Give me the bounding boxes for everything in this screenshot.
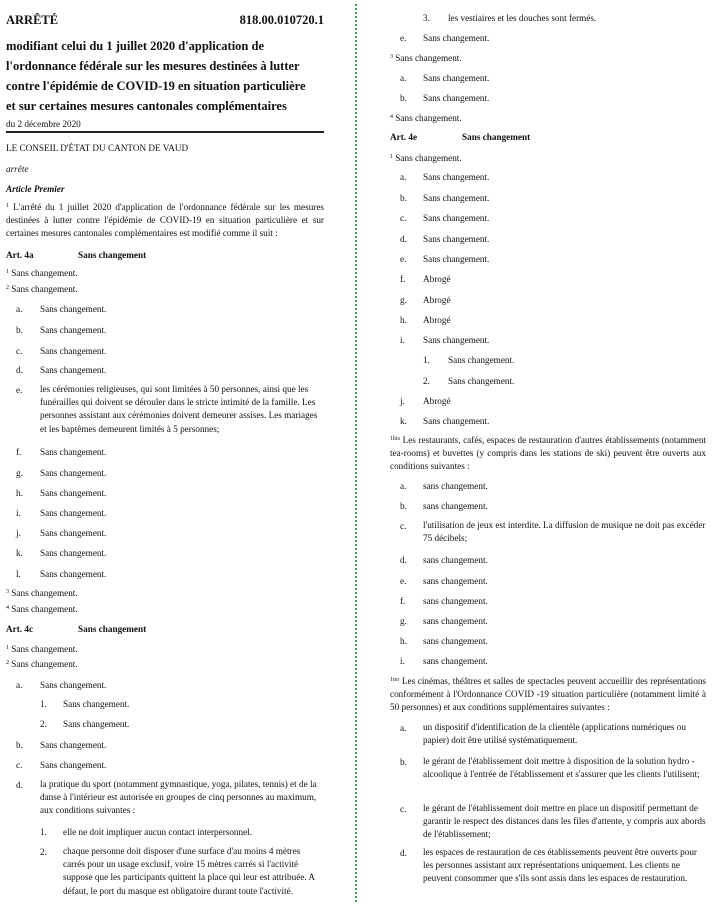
art-4a-al1 [6, 267, 78, 280]
paragraph-text: Sans changement. [395, 53, 462, 63]
sub-number: 1. [423, 355, 430, 365]
document-date: du 2 décembre 2020 [6, 119, 81, 129]
list-letter: b. [16, 740, 23, 750]
list-letter: g. [400, 616, 407, 626]
list-item: Abrogé [423, 396, 451, 406]
decree-word: arrête [6, 164, 29, 174]
list-letter: c. [400, 521, 407, 531]
art-4a-status: Sans changement [78, 250, 147, 260]
list-letter: f. [400, 274, 406, 284]
paragraph-text: Sans changement. [11, 604, 78, 614]
list-item: Sans changement. [40, 569, 107, 579]
art-4a-al2 [6, 283, 78, 296]
list-item: Abrogé [423, 315, 451, 325]
list-item: Sans changement. [40, 304, 107, 314]
list-item: la pratique du sport (notamment gymnastique, yoga, pilates, tennis) et de la danse à l'intérieur est autorisée en groupes de cinq personnes au maximum, aux conditions suivantes : [40, 779, 317, 816]
list-item: Sans changement. [40, 680, 107, 690]
list-item: sans changement. [423, 555, 488, 565]
list-item: Sans changement. [423, 254, 490, 264]
paragraph-text: Sans changement. [395, 153, 462, 163]
list-letter: i. [16, 508, 21, 518]
list-letter: a. [16, 304, 23, 314]
list-item: Sans changement. [40, 346, 107, 356]
list-letter: b. [400, 193, 407, 203]
list-item: Sans changement. [40, 548, 107, 558]
list-item: le gérant de l'établissement doit mettre à disposition de la solution hydro - alcoolique à l'entrée de l'établissement et s'assurer que les clients l'utilisent; [423, 756, 700, 780]
list-letter: e. [400, 576, 407, 586]
art-4c-al2 [6, 658, 78, 671]
art-4c-label: Art. 4c [6, 624, 34, 634]
paragraph-sup: 1 [390, 154, 393, 160]
list-item: Sans changement. [40, 365, 107, 375]
document-title [6, 36, 324, 116]
list-letter: a. [16, 680, 23, 690]
header-rule [6, 131, 324, 133]
sub-item: chaque personne doit disposer d'une surface d'au moins 4 mètres carrés pour un usage exclusif, voire 15 mètres carrés si l'activité suppose que les participants quittent la place qui leur est attribuée. A défaut, le port du masque est obligatoire durant toute l'activité. [63, 846, 315, 896]
document-number: 818.00.010720.1 [239, 13, 324, 27]
list-item: Sans changement. [40, 760, 107, 770]
sub-item: Sans changement. [448, 376, 515, 386]
paragraph-sup: 1ter [390, 677, 400, 683]
sub-number: 3. [423, 13, 430, 23]
sub-number: 2. [40, 719, 47, 729]
list-letter: e. [400, 254, 407, 264]
list-letter: k. [16, 548, 23, 558]
paragraph-text: Sans changement. [11, 268, 78, 278]
list-item: l'utilisation de jeux est interdite. La diffusion de musique ne doit pas excéder 75 décibels; [423, 520, 706, 544]
sub-number: 1. [40, 699, 47, 709]
intro-paragraph [6, 201, 324, 241]
paragraph-sup: 1 [6, 269, 9, 275]
art-4e-label: Art. 4e [390, 132, 418, 142]
list-letter: j. [16, 528, 21, 538]
paragraph-sup: 4 [6, 605, 9, 611]
list-letter: a. [400, 172, 407, 182]
document-header [6, 13, 324, 31]
list-letter: f. [16, 447, 22, 457]
list-letter: i. [400, 656, 405, 666]
paragraph-sup: 1 [6, 645, 9, 651]
sub-item: Sans changement. [63, 699, 130, 709]
paragraph-sup: 2 [6, 660, 9, 666]
sub-item: elle ne doit impliquer aucun contact interpersonnel. [63, 827, 253, 837]
art-4a-label: Art. 4a [6, 250, 34, 260]
sub-item: Sans changement. [448, 355, 515, 365]
paragraph-sup: 1bis [390, 436, 401, 442]
column-divider [355, 4, 357, 902]
art-4e-al1ter [390, 675, 706, 715]
list-item: Sans changement. [423, 73, 490, 83]
paragraph-text: Les cinémas, théâtres et salles de spectacles peuvent accueillir des représentations conformément à l'Ordonnance COVID -19 situation particulière (notamment limité à 50 personnes) et aux conditions supplémentaires suivantes : [390, 676, 706, 713]
art-4c-al1 [6, 643, 78, 656]
paragraph-sup: 4 [390, 114, 393, 120]
list-letter: c. [400, 213, 407, 223]
art-4c-status: Sans changement [78, 624, 147, 634]
list-letter: d. [16, 780, 23, 790]
list-letter: a. [400, 73, 407, 83]
council-name: LE CONSEIL D'ÉTAT DU CANTON DE VAUD [6, 143, 189, 153]
list-item: Sans changement. [423, 234, 490, 244]
list-letter: h. [400, 636, 407, 646]
list-letter: h. [400, 315, 407, 325]
list-letter: e. [16, 385, 23, 395]
list-item: Sans changement. [40, 447, 107, 457]
list-letter: c. [400, 804, 407, 814]
art-4e-status: Sans changement [462, 132, 531, 142]
list-item: sans changement. [423, 501, 488, 511]
art-4a-al3 [6, 587, 78, 600]
list-letter: g. [400, 295, 407, 305]
paragraph-text: Sans changement. [11, 588, 78, 598]
list-item: Sans changement. [423, 193, 490, 203]
sub-item: les vestiaires et les douches sont fermés. [448, 13, 597, 23]
list-letter: d. [400, 555, 407, 565]
list-letter: e. [400, 33, 407, 43]
paragraph-text: Sans changement. [11, 284, 78, 294]
list-item: le gérant de l'établissement doit mettre en place un dispositif permettant de garantir le respect des distances dans les files d'attente, y compris aux abords de l'établissement; [423, 803, 706, 840]
list-letter: g. [16, 468, 23, 478]
list-item: sans changement. [423, 656, 488, 666]
list-letter: b. [400, 757, 407, 767]
list-item: Sans changement. [40, 740, 107, 750]
paragraph-text: Les restaurants, cafés, espaces de restauration d'autres établissements (notamment tea-rooms) et buvettes (y compris dans les stations de ski) peuvent être ouverts aux conditions suivantes : [390, 435, 706, 472]
list-item: les cérémonies religieuses, qui sont limitées à 50 personnes, ainsi que les funérailles qui doivent se dérouler dans le stricte intimité de la famille. Les personnes assistant aux cérémonies doivent demeurer assises. Les mariages et les baptêmes demeurent limités à 5 personnes; [40, 384, 318, 434]
list-letter: h. [16, 488, 23, 498]
title-line: modifiant celui du 1 juillet 2020 d'application de [6, 39, 265, 53]
list-letter: i. [400, 335, 405, 345]
list-letter: b. [16, 325, 23, 335]
list-letter: c. [16, 760, 23, 770]
list-item: Sans changement. [40, 488, 107, 498]
list-letter: b. [400, 501, 407, 511]
art-4c-al4 [390, 112, 462, 125]
sub-number: 1. [40, 827, 47, 837]
list-item: Sans changement. [423, 335, 490, 345]
list-item: Sans changement. [423, 172, 490, 182]
list-item: sans changement. [423, 481, 488, 491]
list-letter: c. [16, 346, 23, 356]
title-line: et sur certaines mesures cantonales complémentaires [6, 99, 287, 113]
list-item: sans changement. [423, 616, 488, 626]
sub-number: 2. [423, 376, 430, 386]
sub-item: Sans changement. [63, 719, 130, 729]
article-premier: Article Premier [6, 184, 65, 194]
paragraph-sup: 2 [6, 285, 9, 291]
list-letter: d. [16, 365, 23, 375]
list-letter: f. [400, 596, 406, 606]
paragraph-text: Sans changement. [395, 113, 462, 123]
list-letter: b. [400, 93, 407, 103]
paragraph-text: Sans changement. [11, 644, 78, 654]
list-item: sans changement. [423, 596, 488, 606]
list-item: Sans changement. [423, 33, 490, 43]
list-item: les espaces de restauration de ces établissements peuvent être ouverts pour les personnes assistant aux représentations uniquement. Les clients ne peuvent consommer que s'ils sont assis dans les espaces de restauration. [423, 847, 697, 884]
paragraph-sup: 3 [390, 54, 393, 60]
list-letter: a. [400, 481, 407, 491]
paragraph-sup: 3 [6, 589, 9, 595]
list-letter: a. [400, 723, 407, 733]
list-item: Sans changement. [40, 528, 107, 538]
list-letter: d. [400, 848, 407, 858]
list-item: sans changement. [423, 576, 488, 586]
list-letter: d. [400, 234, 407, 244]
art-4e-al1bis [390, 434, 706, 474]
art-4e-al1 [390, 152, 462, 165]
list-letter: j. [400, 396, 405, 406]
sub-number: 2. [40, 847, 47, 857]
art-4a-al4 [6, 603, 78, 616]
list-item: sans changement. [423, 636, 488, 646]
list-letter: l. [16, 569, 21, 579]
list-item: Sans changement. [40, 325, 107, 335]
list-item: Abrogé [423, 274, 451, 284]
title-line: contre l'épidémie de COVID-19 en situation particulière [6, 79, 306, 93]
list-item: Sans changement. [423, 93, 490, 103]
title-line: l'ordonnance fédérale sur les mesures destinées à lutter [6, 59, 300, 73]
paragraph-text: Sans changement. [11, 659, 78, 669]
list-item: Sans changement. [40, 508, 107, 518]
intro-text: L'arrêté du 1 juillet 2020 d'application de l'ordonnance fédérale sur les mesures destinées à lutter contre l'épidémie de COVID-19 en situation particulière et sur certaines mesures cantonales complémentaires est modifié comme il suit : [6, 202, 324, 239]
list-item: Sans changement. [423, 416, 490, 426]
list-item: Sans changement. [423, 213, 490, 223]
art-4c-al3 [390, 52, 462, 65]
list-item: un dispositif d'identification de la clientèle (applications numériques ou papier) doit être utilisé systématiquement. [423, 722, 686, 746]
document-kind: ARRÊTÉ [6, 13, 59, 27]
list-item: Abrogé [423, 295, 451, 305]
list-item: Sans changement. [40, 468, 107, 478]
list-letter: k. [400, 416, 407, 426]
paragraph-sup: 1 [6, 203, 9, 209]
